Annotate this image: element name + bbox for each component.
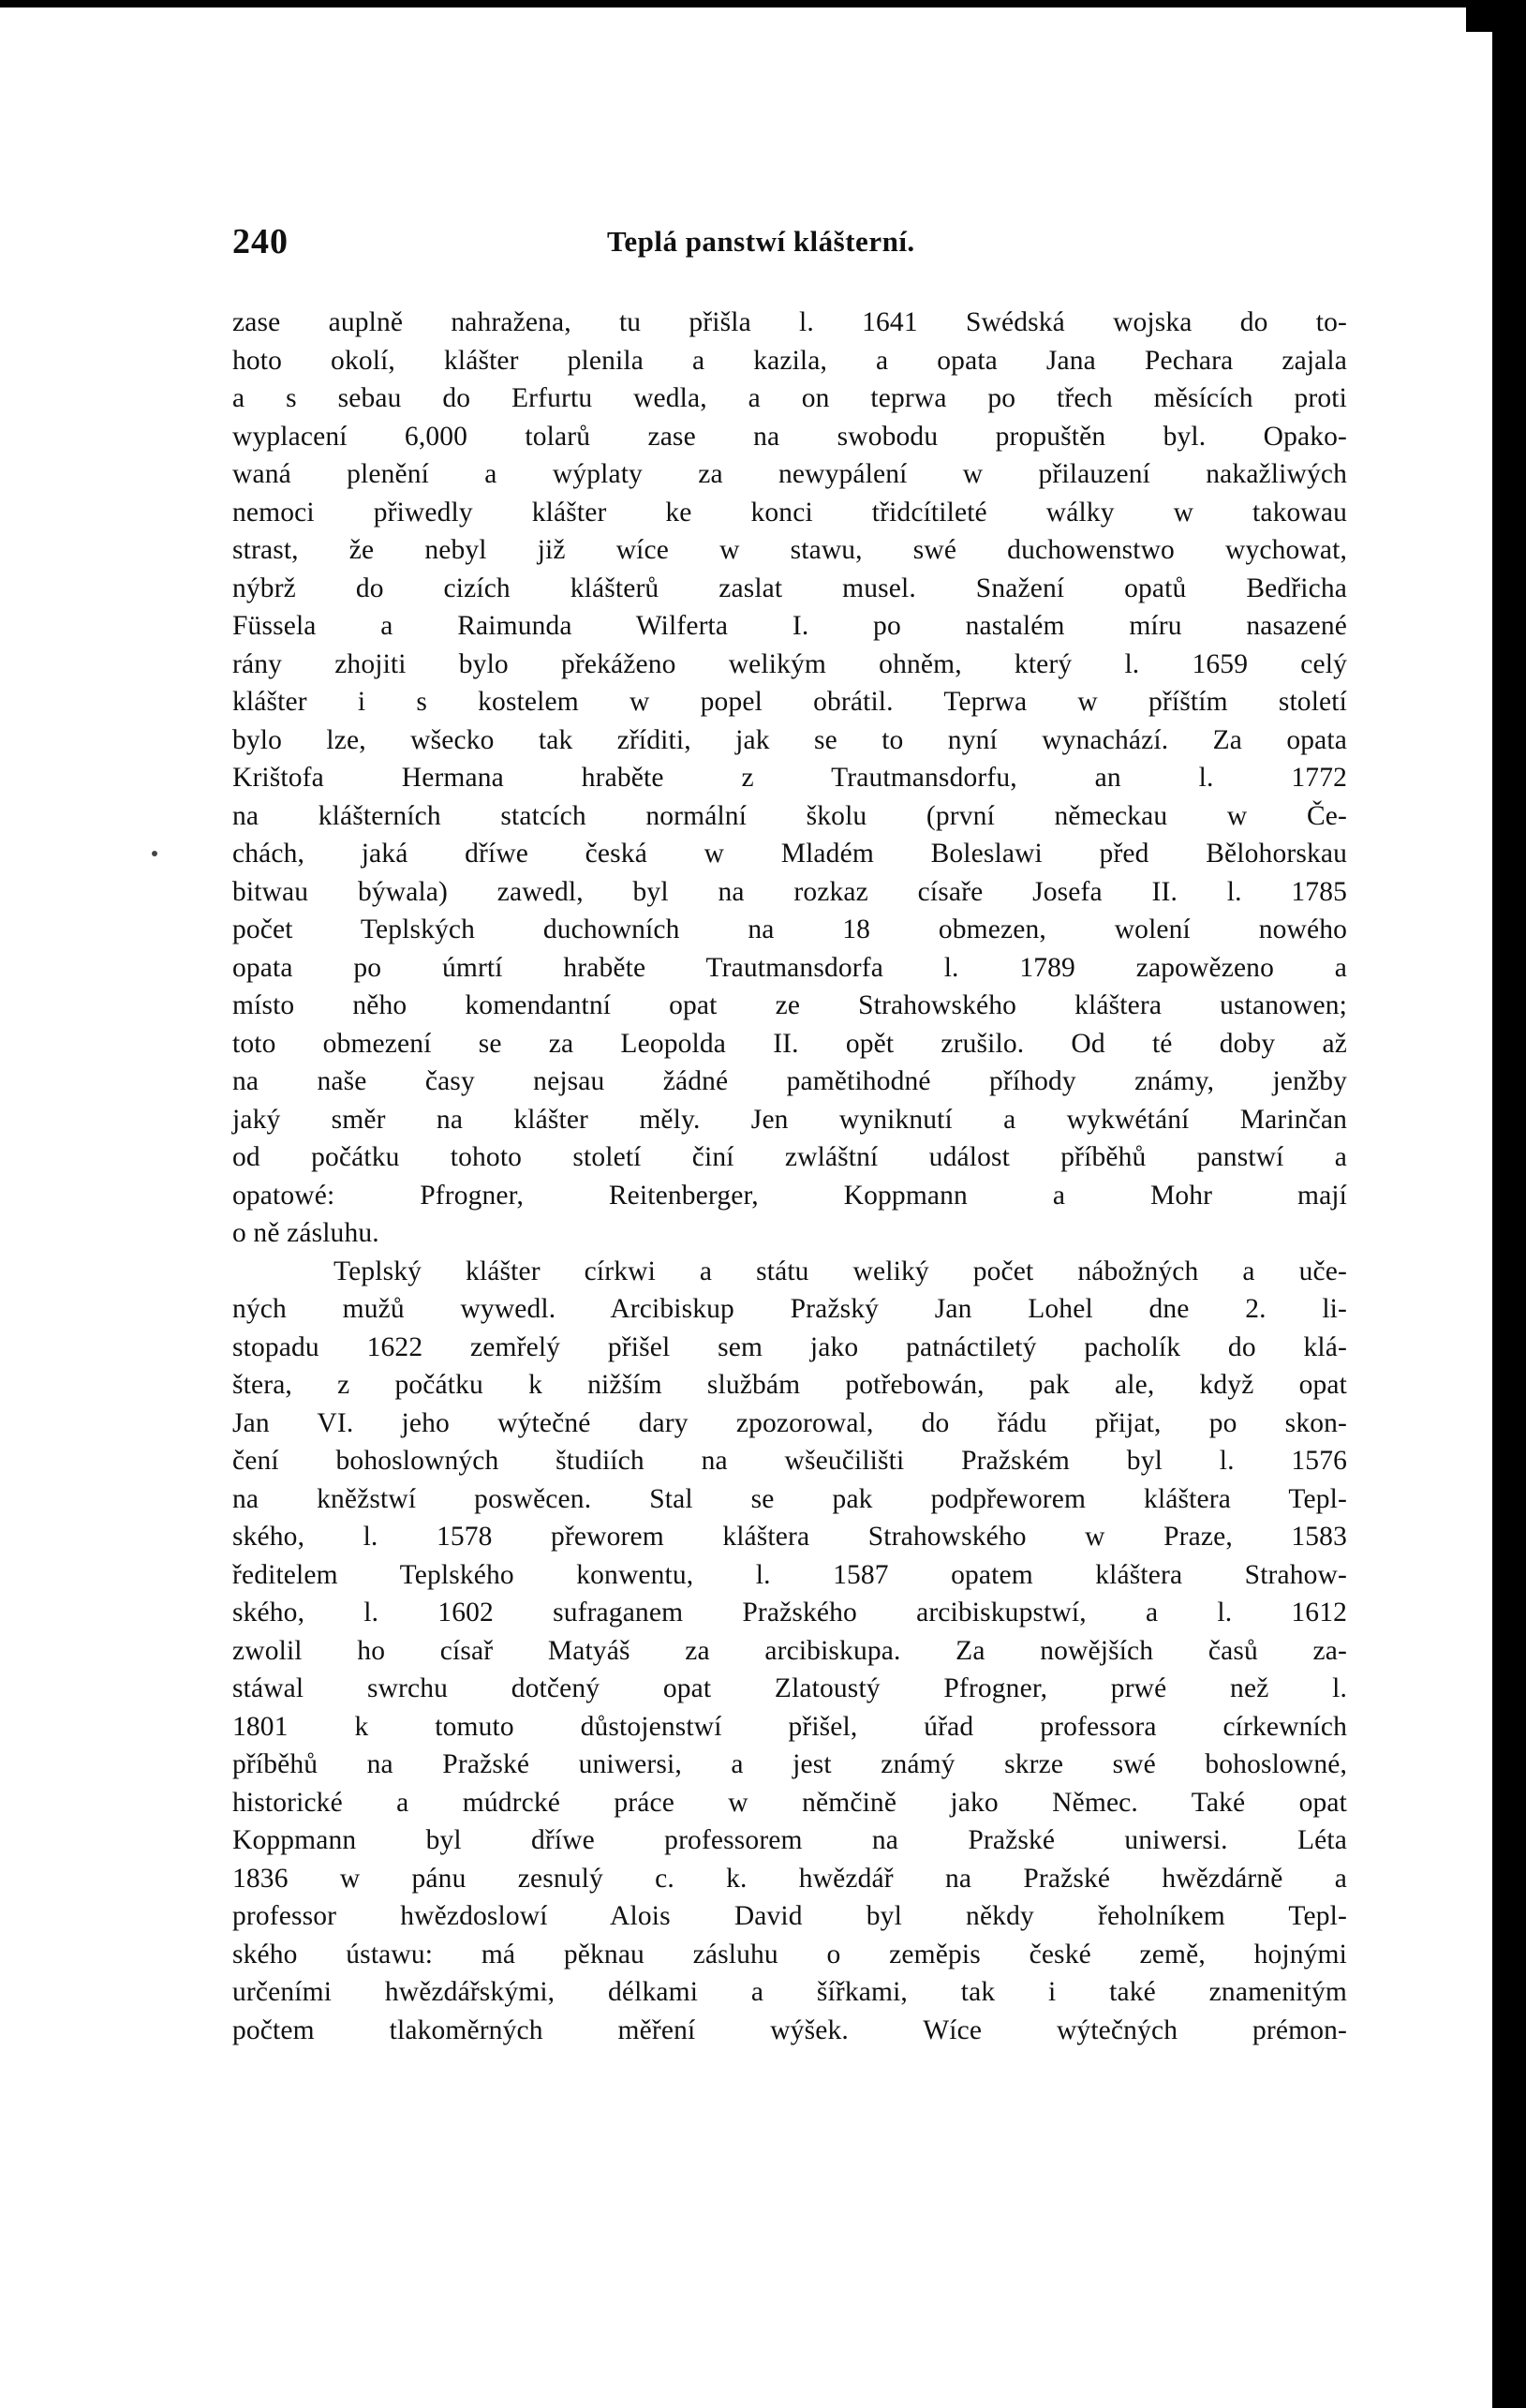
text-line: Koppmann byl dříwe professorem na Pražské uniwersi. Léta <box>232 1825 1347 1855</box>
page-heading: Teplá panstwí klášterní. <box>607 225 915 258</box>
text-line: Krištofa Hermana hraběte z Trautmansdorfu, an l. 1772 <box>232 763 1347 793</box>
text-line: toto obmezení se za Leopolda II. opět zrušilo. Od té doby až <box>232 1028 1347 1059</box>
scan-corner-block <box>1466 0 1526 32</box>
margin-speck <box>152 851 157 856</box>
text-line: zase auplně nahražena, tu přišla l. 1641 Swédská wojska do to- <box>232 307 1347 337</box>
text-line: na naše časy nejsau žádné pamětihodné příhody známy, jenžby <box>232 1066 1347 1096</box>
text-line: opata po úmrtí hraběte Trautmansdorfa l. 1789 zapowězeno a <box>232 952 1347 983</box>
text-line: 1801 k tomuto důstojenstwí přišel, úřad professora církewních <box>232 1711 1347 1742</box>
text-line: od počátku tohoto století činí zwláštní událost příběhů panstwí a <box>232 1142 1347 1172</box>
text-line: nýbrž do cizích klášterů zaslat musel. Snažení opatů Bedřicha <box>232 572 1347 603</box>
page-number: 240 <box>232 222 289 261</box>
text-line: klášter i s kostelem w popel obrátil. Teprwa w příštím století <box>232 687 1347 717</box>
scan-border-top <box>0 0 1526 7</box>
text-line: ných mužů wywedl. Arcibiskup Pražský Jan Lohel dne 2. li- <box>232 1294 1347 1324</box>
text-line: Teplský klášter církwi a státu weliký počet nábožných a uče- <box>333 1256 1347 1286</box>
scan-border-right <box>1492 0 1526 2408</box>
text-line: ředitelem Teplského konwentu, l. 1587 opatem kláštera Strahow- <box>232 1559 1347 1590</box>
running-head <box>232 221 1347 259</box>
text-line: na klášterních statcích normální školu (první německau w Če- <box>232 800 1347 831</box>
text-line: počtem tlakoměrných měření wýšek. Wíce wýtečných prémon- <box>232 2014 1347 2045</box>
text-line: ského, l. 1578 přeworem kláštera Strahowského w Praze, 1583 <box>232 1522 1347 1552</box>
text-line: příběhů na Pražské uniwersi, a jest známý skrze swé bohoslowné, <box>232 1749 1347 1779</box>
text-line: počet Teplských duchowních na 18 obmezen, wolení nowého <box>232 914 1347 944</box>
book-page <box>232 221 1347 2049</box>
text-line: professor hwězdoslowí Alois David byl někdy řeholníkem Tepl- <box>232 1901 1347 1931</box>
text-line: čení bohoslowných študiích na wšeučilišti Pražském byl l. 1576 <box>232 1446 1347 1476</box>
paragraph-2 <box>232 1253 1347 2050</box>
text-line: strast, že nebyl již wíce w stawu, swé duchowenstwo wychowat, <box>232 535 1347 565</box>
text-line: místo něho komendantní opat ze Strahowského kláštera ustanowen; <box>232 990 1347 1020</box>
text-line: jaký směr na klášter měly. Jen wyniknutí a wykwétání Marinčan <box>232 1104 1347 1135</box>
text-line: a s sebau do Erfurtu wedla, a on teprwa po třech měsících proti <box>232 383 1347 413</box>
paragraph-1 <box>232 304 1347 1253</box>
text-line: Jan VI. jeho wýtečné dary zpozorowal, do řádu přijat, po skon- <box>232 1407 1347 1438</box>
text-line: 1836 w pánu zesnulý c. k. hwězdář na Pražské hwězdárně a <box>232 1863 1347 1894</box>
text-line: stopadu 1622 zemřelý přišel sem jako patnáctiletý pacholík do klá- <box>232 1331 1347 1362</box>
text-line: historické a múdrcké práce w němčině jako Němec. Také opat <box>232 1787 1347 1818</box>
text-line: bitwau býwala) zawedl, byl na rozkaz císaře Josefa II. l. 1785 <box>232 876 1347 907</box>
text-line: určeními hwězdářskými, délkami a šířkami, tak i také znamenitým <box>232 1977 1347 2007</box>
text-line: na kněžstwí poswěcen. Stal se pak podpřeworem kláštera Tepl- <box>232 1483 1347 1514</box>
text-line: stáwal swrchu dotčený opat Zlatoustý Pfrogner, prwé než l. <box>232 1673 1347 1703</box>
text-line: o ně zásluhu. <box>232 1218 379 1248</box>
text-line: rány zhojiti bylo překáženo welikým ohněm, který l. 1659 celý <box>232 648 1347 679</box>
text-line: nemoci přiwedly klášter ke konci třidcítileté wálky w takowau <box>232 497 1347 528</box>
text-line: hoto okolí, klášter plenila a kazila, a opata Jana Pechara zajala <box>232 345 1347 376</box>
text-line: ského, l. 1602 sufraganem Pražského arcibiskupstwí, a l. 1612 <box>232 1598 1347 1628</box>
text-line: opatowé: Pfrogner, Reitenberger, Koppmann a Mohr mají <box>232 1180 1347 1211</box>
text-line: chách, jaká dříwe česká w Mladém Boleslawi před Bělohorskau <box>232 839 1347 869</box>
text-line: zwolil ho císař Matyáš za arcibiskupa. Za nowějších časů za- <box>232 1635 1347 1666</box>
text-line: štera, z počátku k nižším službám potřebowán, pak ale, když opat <box>232 1370 1347 1400</box>
text-line: wyplacení 6,000 tolarů zase na swobodu propuštěn byl. Opako- <box>232 421 1347 452</box>
text-line: bylo lze, wšecko tak zříditi, jak se to nyní wynachází. Za opata <box>232 724 1347 755</box>
text-line: Füssela a Raimunda Wilferta I. po nastalém míru nasazené <box>232 611 1347 641</box>
text-line: ského ústawu: má pěknau zásluhu o zeměpis české země, hojnými <box>232 1939 1347 1970</box>
text-line: waná plenění a wýplaty za newypálení w přilauzení nakažliwých <box>232 459 1347 489</box>
